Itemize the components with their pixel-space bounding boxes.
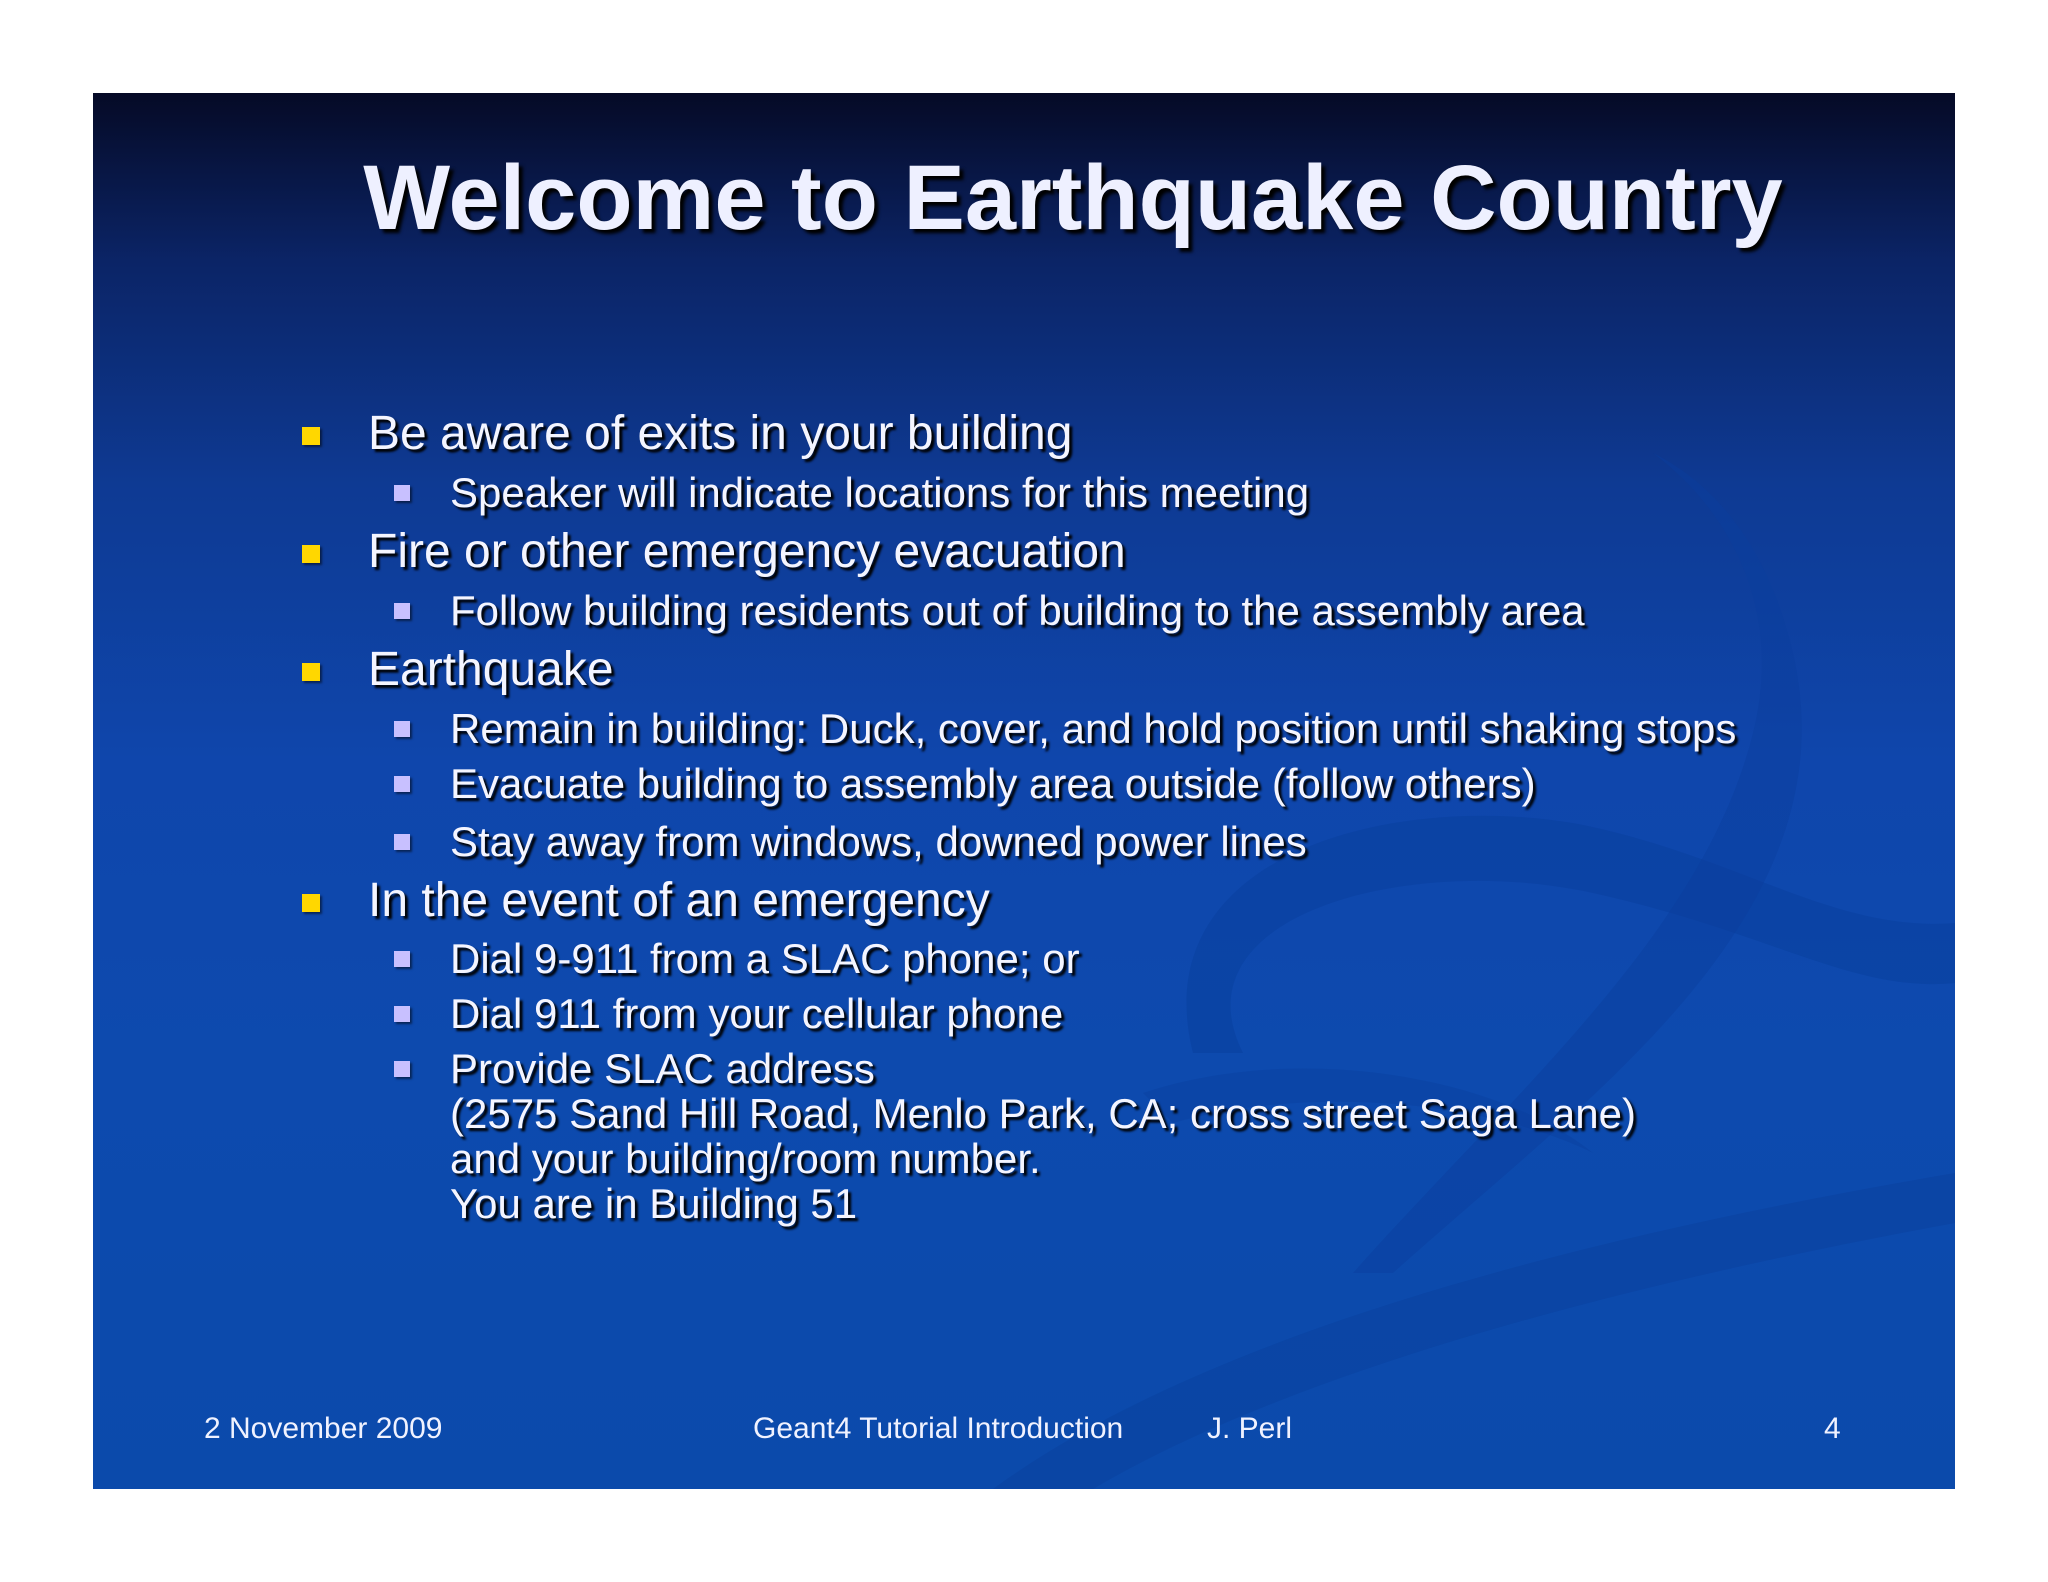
sub-bullet-text: Speaker will indicate locations for this meeting	[450, 469, 1310, 516]
address-line: and your building/room number.	[450, 1135, 1041, 1182]
square-bullet-icon	[394, 776, 410, 792]
square-bullet-icon	[394, 834, 410, 850]
footer-date: 2 November 2009	[204, 1412, 443, 1445]
square-bullet-icon	[302, 894, 320, 912]
square-bullet-icon	[394, 485, 410, 501]
address-heading: Provide SLAC address	[450, 1045, 875, 1092]
square-bullet-icon	[302, 663, 320, 681]
bullet-text: Earthquake	[368, 643, 614, 696]
square-bullet-icon	[394, 1061, 410, 1077]
footer-page-number: 4	[1824, 1412, 1841, 1445]
address-line: (2575 Sand Hill Road, Menlo Park, CA; cross street Saga Lane)	[450, 1090, 1636, 1137]
slide-title: Welcome to Earthquake Country	[363, 147, 1783, 249]
footer-course: Geant4 Tutorial Introduction	[753, 1412, 1124, 1445]
bullet-text: In the event of an emergency	[368, 874, 990, 927]
bullet-text: Be aware of exits in your building	[368, 407, 1073, 460]
slide	[93, 93, 1955, 1489]
sub-bullet-text: Dial 9-911 from a SLAC phone; or	[450, 935, 1080, 982]
bullet-text: Fire or other emergency evacuation	[368, 525, 1126, 578]
sub-bullet-text: Follow building residents out of building to the assembly area	[450, 587, 1585, 634]
bullet-list	[93, 93, 1955, 1489]
sub-bullet-text: Dial 911 from your cellular phone	[450, 990, 1064, 1037]
square-bullet-icon	[302, 545, 320, 563]
footer-author: J. Perl	[1207, 1412, 1293, 1445]
sub-bullet-text: Evacuate building to assembly area outside (follow others)	[450, 760, 1536, 807]
sub-bullet-text: Stay away from windows, downed power lines	[450, 818, 1307, 865]
sub-bullet-text	[450, 1046, 1636, 1226]
address-line: You are in Building 51	[450, 1180, 858, 1227]
sub-bullet-text: Remain in building: Duck, cover, and hold position until shaking stops	[450, 705, 1737, 752]
square-bullet-icon	[394, 603, 410, 619]
square-bullet-icon	[302, 427, 320, 445]
square-bullet-icon	[394, 721, 410, 737]
square-bullet-icon	[394, 1006, 410, 1022]
square-bullet-icon	[394, 951, 410, 967]
